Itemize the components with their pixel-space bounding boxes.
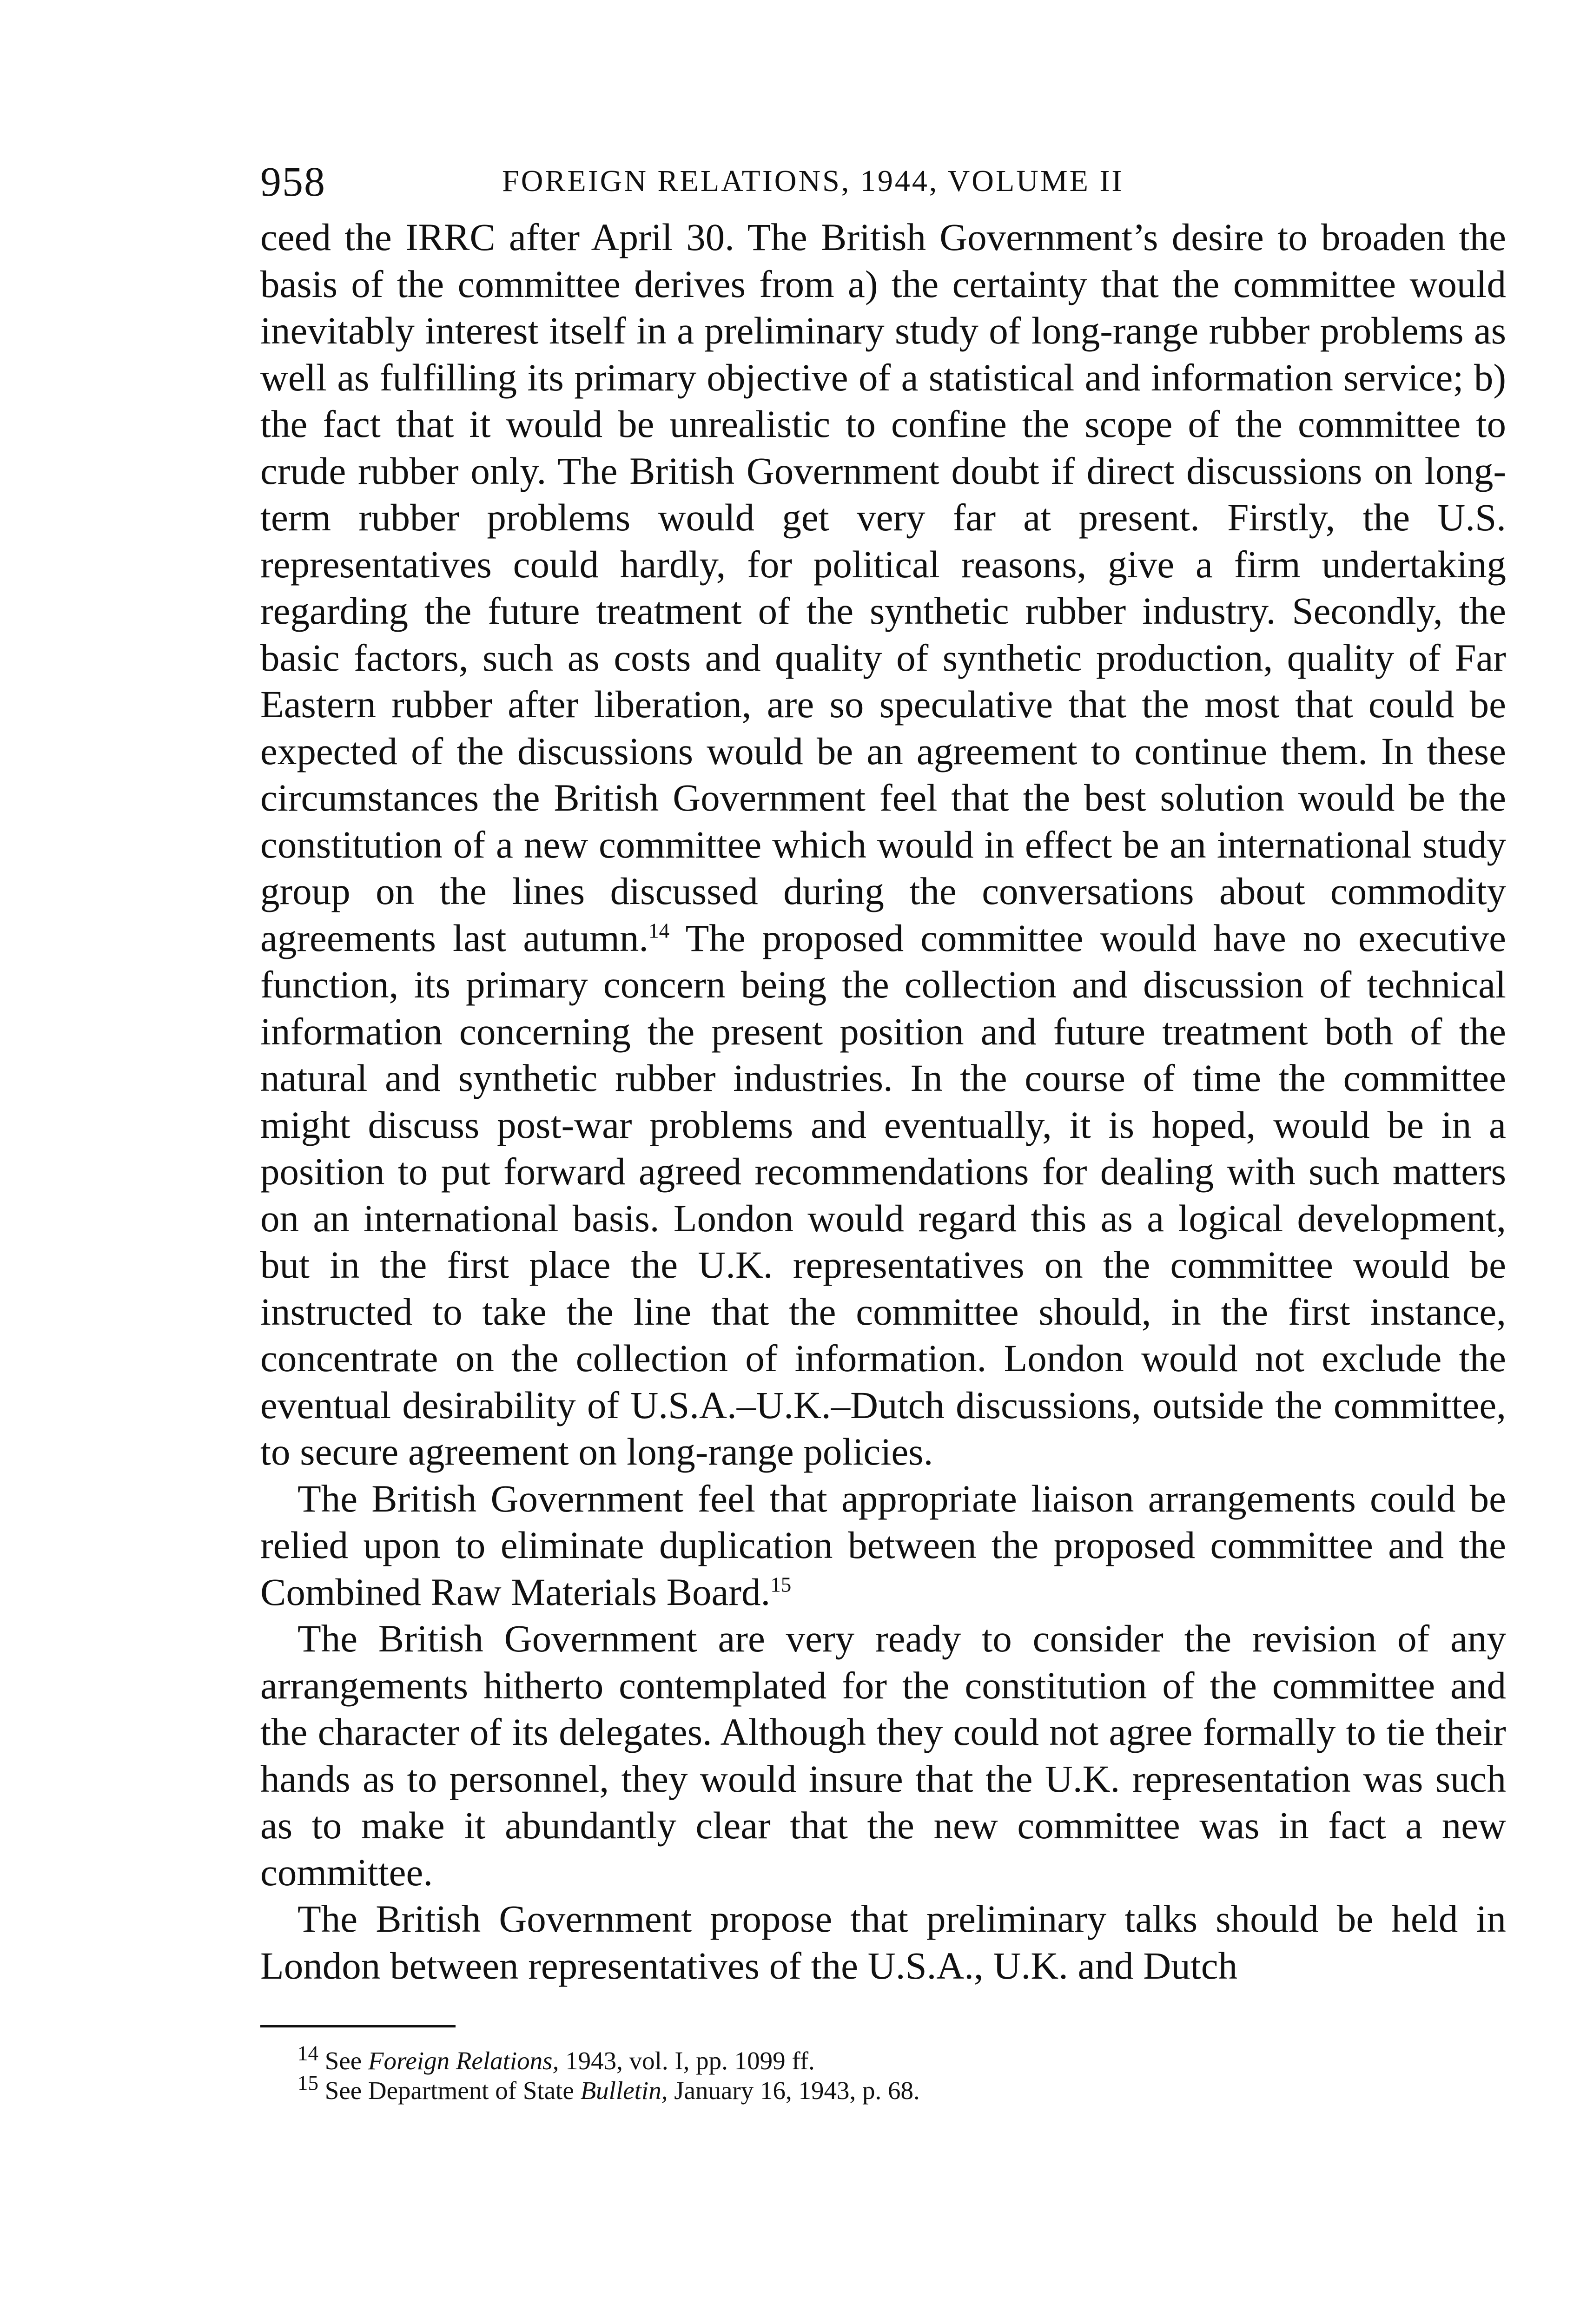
footnote-reference-15: 15 (770, 1572, 792, 1596)
paragraph-1-text-b: The proposed committee would have no executive function, its primary concern being the collection and discussion of technical information concerning the present position and future treatment both of the natural and synthetic rubber industries. In the course of time the committee might discuss post-war problems and eventually, it is hoped, would be in a position to put forward agreed recommendations for dealing with such matters on an international basis. London would regard this as a logical development, but in the first place the U.K. representatives on the committee would be instructed to take the line that the committee should, in the first instance, concentrate on the collection of information. London would not exclude the eventual desirability of U.S.A.–U.K.–Dutch discussions, outside the committee, to secure agreement on long-range policies. (260, 916, 1507, 1473)
paragraph-1-text-a: ceed the IRRC after April 30. The British Government’s desire to broaden the basis of the committee derives from a) the certainty that the committee would inevitably interest itself in a preliminary study of long-range rubber problems as well as fulfilling its primary objective of a statistical and information service; b) the fact that it would be unrealistic to confine the scope of the committee to crude rubber only. The British Government doubt if direct discussions on long-term rubber problems would get very far at present. Firstly, the U.S. representatives could hardly, for political reasons, give a firm undertaking regarding the future treatment of the synthetic rubber industry. Secondly, the basic factors, such as costs and quality of synthetic production, quality of Far Eastern rubber after liberation, are so speculative that the most that could be expected of the discussions would be an agreement to continue them. In these circumstances the British Government feel that the best solution would be the constitution of a new committee which would in effect be an international study group on the lines discussed during the conversations about commodity agreements last autumn. (260, 216, 1506, 959)
footnote-number-15: 15 (297, 2071, 318, 2095)
paragraph-4 (260, 1895, 1506, 1989)
footnote-15-prefix: See Department of State (318, 2076, 581, 2105)
footnote-15-title: Bulletin, (580, 2076, 668, 2105)
footnote-14-suffix: 1943, vol. I, pp. 1099 ff. (559, 2047, 815, 2075)
paragraph-2 (260, 1475, 1506, 1616)
footnote-15 (260, 2071, 1506, 2106)
footnotes (260, 2041, 1506, 2106)
body-text (260, 214, 1506, 1989)
paragraph-1 (260, 214, 1506, 1475)
running-title: FOREIGN RELATIONS, 1944, VOLUME II (502, 164, 1124, 198)
footnote-14 (260, 2041, 1506, 2076)
page-number: 958 (260, 159, 326, 205)
footnote-reference-14: 14 (648, 918, 670, 942)
book-page (260, 158, 1506, 2106)
footnote-divider (260, 2025, 456, 2027)
paragraph-2-text: The British Government feel that appropriate liaison arrangements could be relied upon to eliminate duplication between the proposed committee and the Combined Raw Materials Board. (260, 1477, 1506, 1613)
paragraph-4-text: The British Government propose that preliminary talks should be held in London between representatives of the U.S.A., U.K. and Dutch (260, 1897, 1506, 1987)
running-head (260, 158, 1506, 214)
footnote-14-title: Foreign Relations, (368, 2047, 559, 2075)
footnote-14-prefix: See (318, 2047, 368, 2075)
paragraph-3-text: The British Government are very ready to consider the revision of any arrangements hitherto contemplated for the constitution of the committee and the character of its delegates. Although they could not agree formally to tie their hands as to personnel, they would insure that the U.K. representation was such as to make it abundantly clear that the new committee was in fact a new committee. (260, 1617, 1506, 1894)
footnote-number-14: 14 (297, 2041, 318, 2065)
paragraph-3 (260, 1615, 1506, 1895)
footnote-15-suffix: January 16, 1943, p. 68. (668, 2076, 920, 2105)
